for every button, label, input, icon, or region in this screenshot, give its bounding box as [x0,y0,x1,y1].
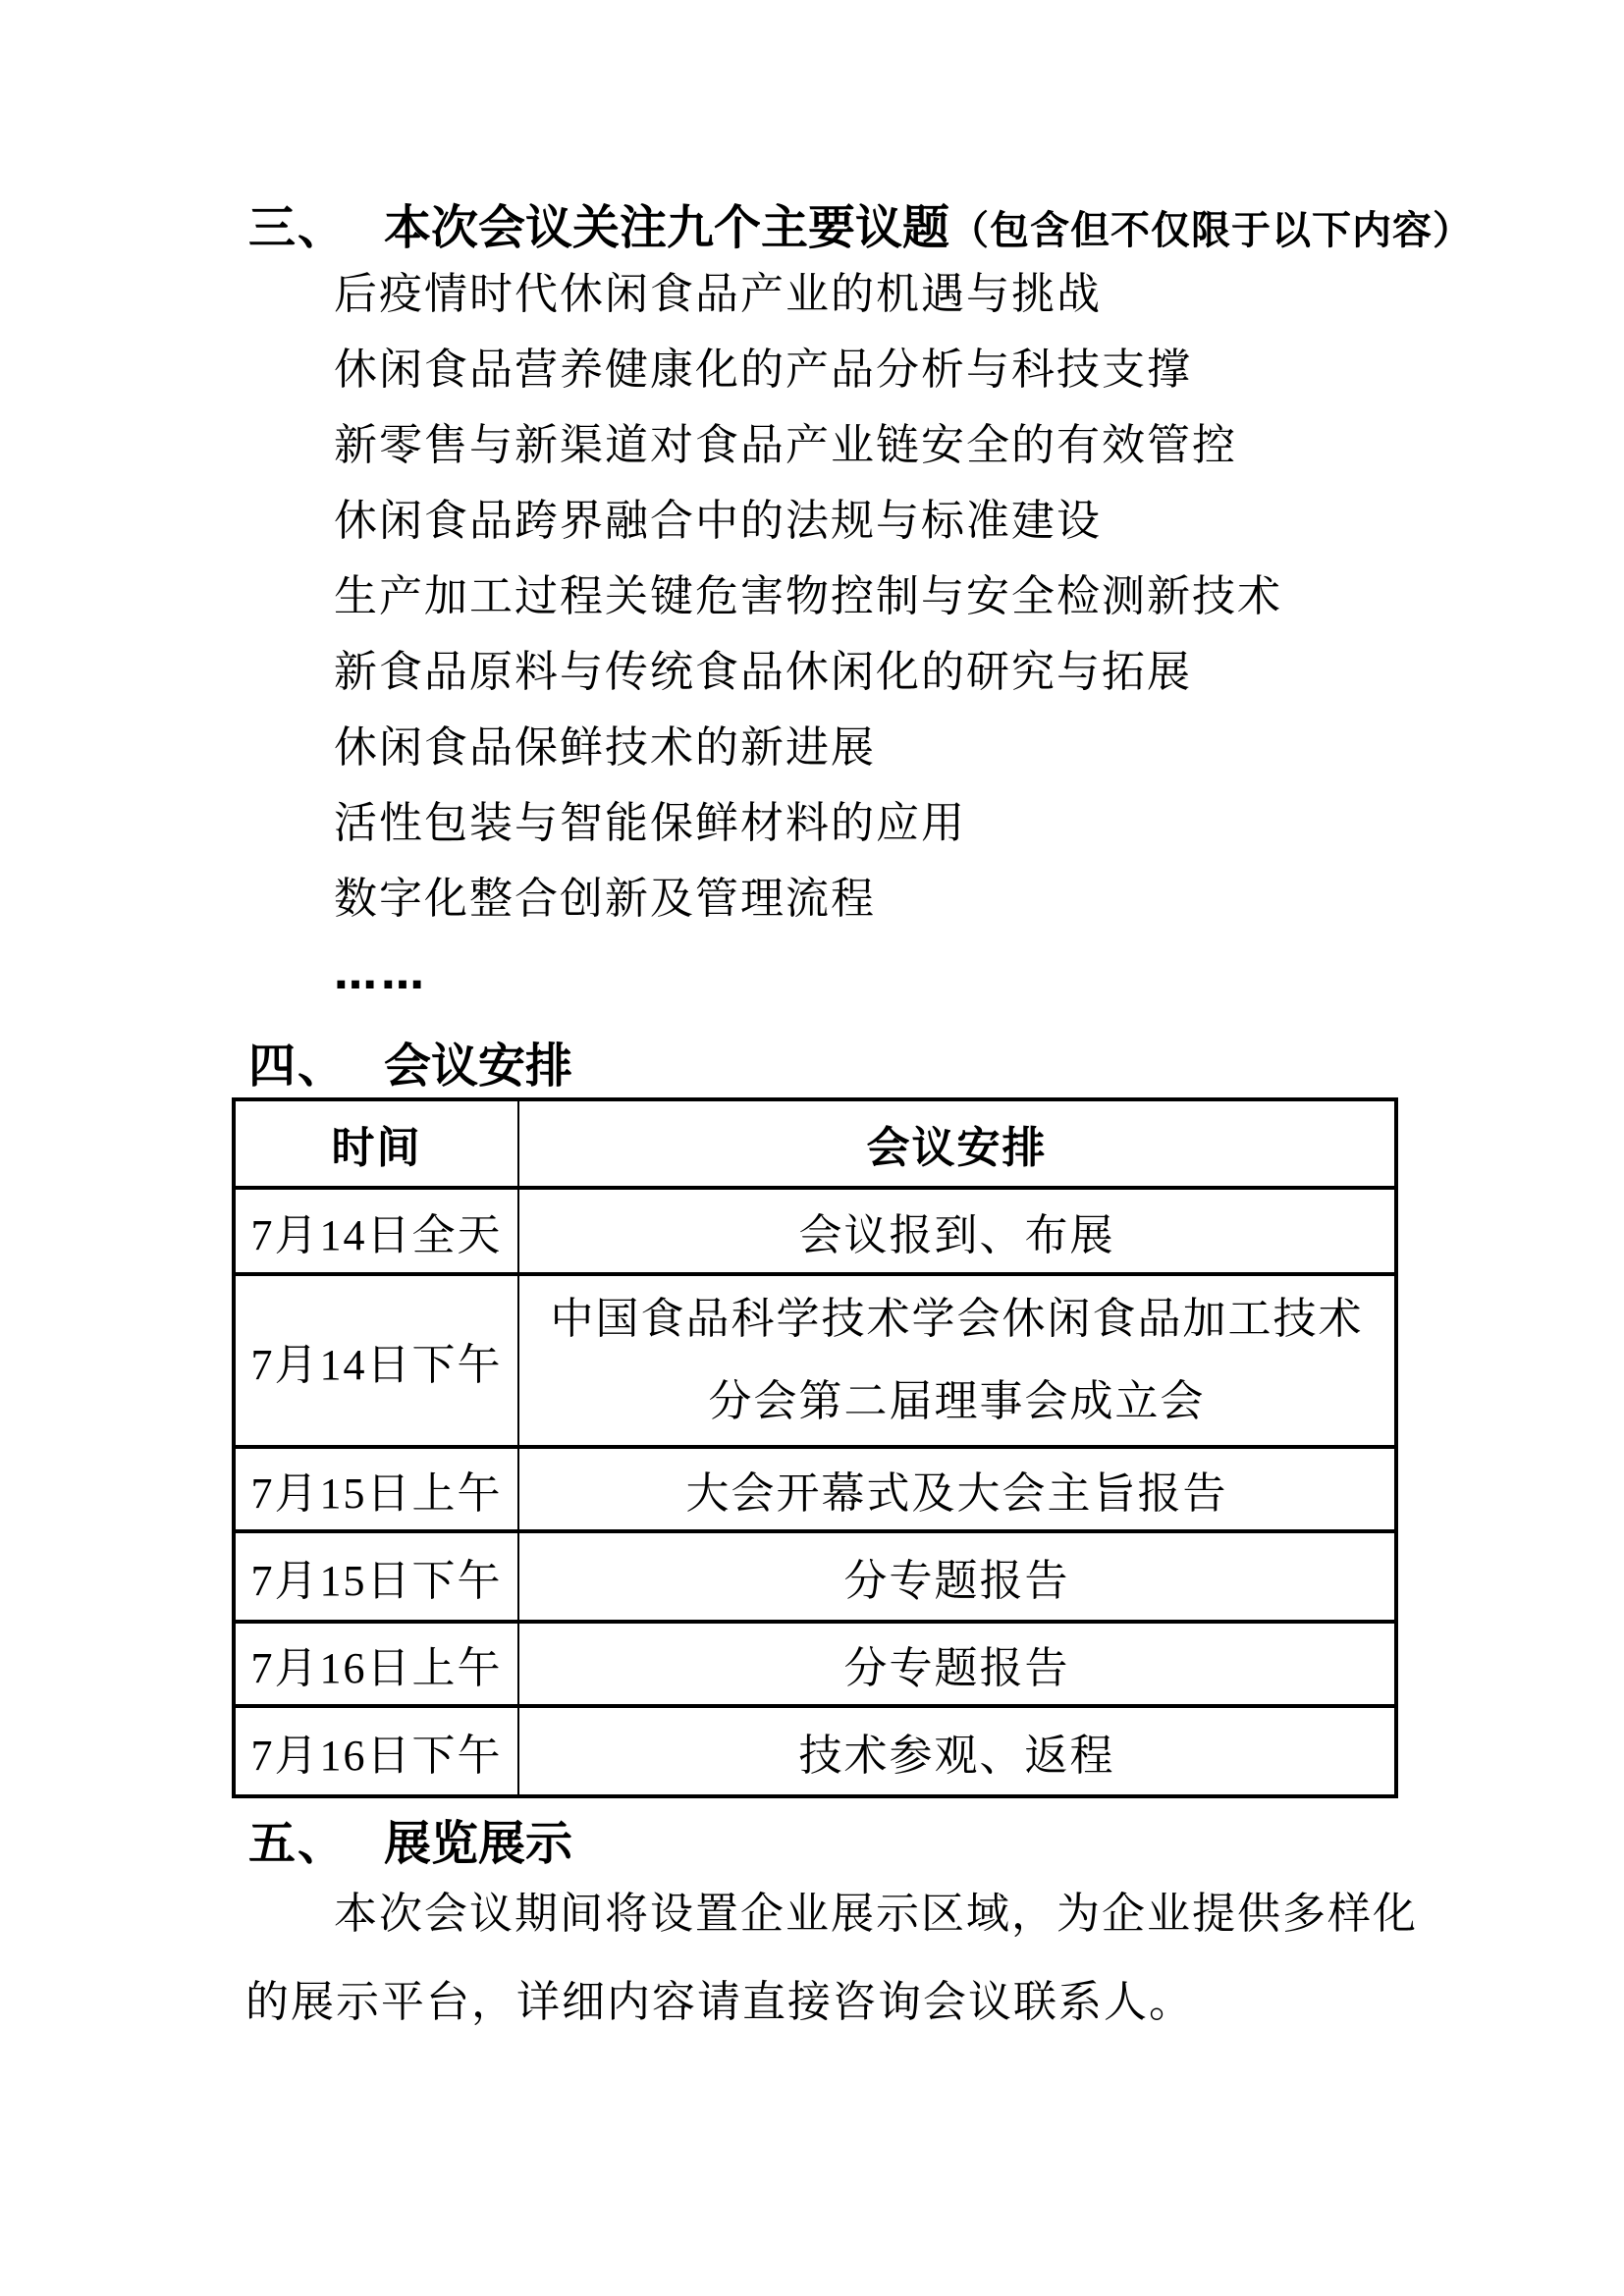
agenda-line: 分会第二届理事会成立会 [708,1377,1206,1425]
topic-ellipsis: …… [334,949,428,999]
section4-number: 四、 [248,1039,348,1094]
time-cell: 7月15日下午 [234,1531,518,1622]
agenda-cell: 大会开幕式及大会主旨报告 [518,1447,1396,1531]
table-row [234,1274,1396,1447]
section4-heading [248,1037,572,1095]
section5-title: 展览展示 [384,1816,573,1871]
agenda-cell: 分专题报告 [518,1622,1396,1706]
topic-item: 后疫情时代休闲食品产业的机遇与挑战 [334,270,1102,318]
paragraph-line: 的展示平台，详细内容请直接咨询会议联系人。 [245,1978,1194,2026]
topic-item: 生产加工过程关键危害物控制与安全检测新技术 [334,572,1282,620]
topic-list [334,256,1282,1012]
time-cell: 7月14日下午 [234,1274,518,1447]
time-cell: 7月14日全天 [234,1188,518,1274]
time-cell: 7月16日上午 [234,1622,518,1706]
paragraph-line: 本次会议期间将设置企业展示区域，为企业提供多样化 [334,1890,1418,1938]
time-cell: 7月16日下午 [234,1706,518,1796]
topic-item: 休闲食品保鲜技术的新进展 [334,723,876,772]
table-row [234,1447,1396,1531]
section4-title: 会议安排 [384,1039,573,1094]
section3-title-paren: （包含但不仅限于以下内容） [949,208,1474,253]
agenda-cell [518,1274,1396,1447]
table-row [234,1706,1396,1796]
section3-title: 本次会议关注九个主要议题 [384,200,950,255]
table-row [234,1531,1396,1622]
topic-item: 新食品原料与传统食品休闲化的研究与拓展 [334,648,1192,696]
table-row [234,1622,1396,1706]
section3-heading [248,198,1473,260]
topic-item: 活性包装与智能保鲜材料的应用 [334,799,966,847]
header-cell-time: 时间 [234,1099,518,1188]
exhibition-paragraph [245,1870,1418,2047]
header-cell-agenda: 会议安排 [518,1099,1396,1188]
agenda-cell: 分专题报告 [518,1531,1396,1622]
table-row [234,1188,1396,1274]
topic-item: 数字化整合创新及管理流程 [334,875,876,923]
section5-number: 五、 [248,1816,348,1871]
section5-heading [248,1814,572,1873]
agenda-line: 中国食品科学技术学会休闲食品加工技术 [550,1295,1364,1343]
schedule-table [232,1097,1398,1798]
table-header-row [234,1099,1396,1188]
section3-number: 三、 [248,200,348,255]
topic-item: 休闲食品营养健康化的产品分析与科技支撑 [334,346,1192,394]
time-cell: 7月15日上午 [234,1447,518,1531]
topic-item: 休闲食品跨界融合中的法规与标准建设 [334,497,1102,545]
agenda-cell: 技术参观、返程 [518,1706,1396,1796]
agenda-cell: 会议报到、布展 [518,1188,1396,1274]
topic-item: 新零售与新渠道对食品产业链安全的有效管控 [334,421,1237,469]
